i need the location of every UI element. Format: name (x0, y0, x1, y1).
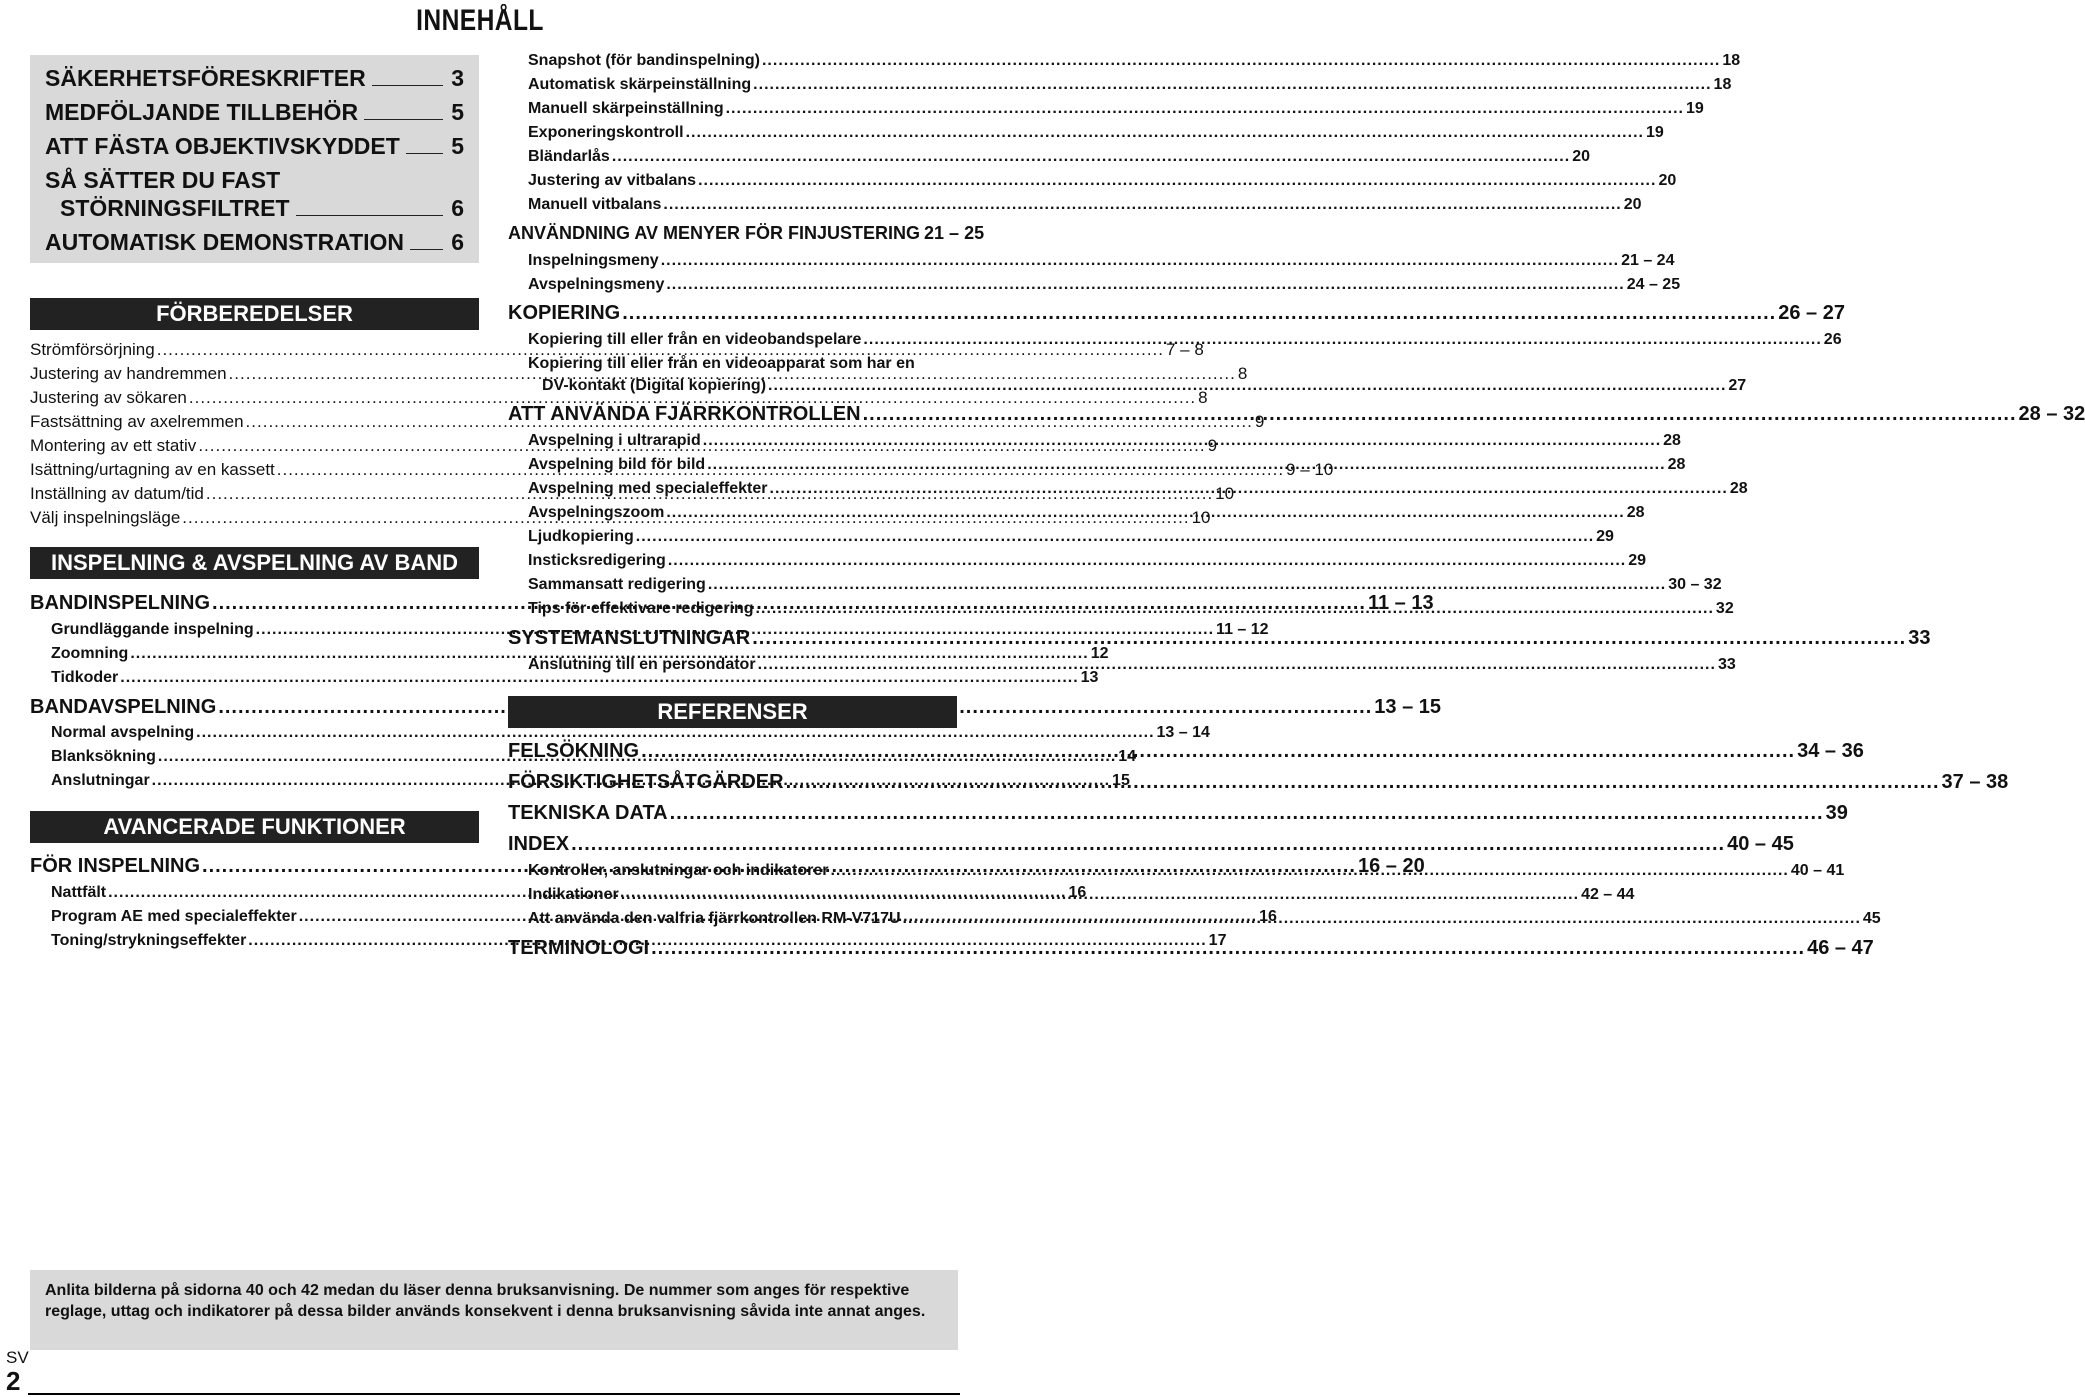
toc-entry[interactable]: Manuell vitbalans ..... 20 (528, 196, 957, 220)
toc-entry[interactable]: Sammansatt redigering ..... 30 – 32 (528, 576, 957, 600)
toc-entry[interactable]: Tidkoder ..... 13 (51, 669, 479, 693)
toc-heading-terminologi[interactable]: TERMINOLOGI ..... 46 – 47 (508, 937, 957, 965)
toc-entry[interactable]: Justering av sökaren ..... 8 (30, 388, 479, 412)
toc-entry[interactable]: Grundläggande inspelning ..... 11 – 12 (51, 621, 479, 645)
toc-entry[interactable]: Avspelning i ultrarapid ..... 28 (528, 432, 957, 456)
leader-dots (863, 331, 1821, 349)
leader-dots (621, 886, 1579, 904)
leader-line (372, 85, 443, 86)
toc-heading-fjarrkontroll[interactable]: ATT ANVÄNDA FJÄRRKONTROLLEN ..... 28 – 32 (508, 403, 957, 431)
leader-line (296, 215, 444, 216)
toc-entry[interactable]: Avspelningsmeny ..... 24 – 25 (528, 276, 957, 300)
leader-dots (753, 76, 1711, 94)
toc-entry-label: SÄKERHETSFÖRESKRIFTER (45, 65, 366, 91)
toc-heading-kopiering[interactable]: KOPIERING ..... 26 – 27 (508, 302, 957, 330)
toc-heading-bandavspelning[interactable]: BANDAVSPELNING ..... 13 – 15 (30, 696, 479, 724)
toc-heading-tekniska-data[interactable]: TEKNISKA DATA ..... 39 (508, 802, 957, 830)
footer-rule (28, 1393, 960, 1395)
toc-entry-tillbehor[interactable] (45, 96, 464, 126)
toc-heading-felsokning[interactable]: FELSÖKNING ..... 34 – 36 (508, 740, 957, 768)
leader-dots (786, 771, 1940, 794)
toc-entry[interactable]: Anslutning till en persondator ..... 33 (528, 656, 957, 680)
toc-entry-page: 6 (451, 229, 464, 255)
section-header-avancerade: AVANCERADE FUNKTIONER (30, 811, 479, 843)
leader-dots (666, 276, 1624, 294)
leader-dots (703, 432, 1661, 450)
safety-box (30, 55, 479, 263)
leader-dots (612, 148, 1570, 166)
leader-dots (903, 910, 1861, 928)
leader-dots (770, 480, 1728, 498)
leader-dots (661, 252, 1619, 270)
toc-entry[interactable]: Toning/strykningseffekter ..... 17 (51, 932, 479, 956)
toc-entry[interactable]: Nattfält ..... 16 (51, 884, 479, 908)
leader-dots (622, 302, 1776, 325)
toc-entry[interactable]: Blanksökning ..... 14 (51, 748, 479, 772)
leader-dots (686, 124, 1644, 142)
section-header-inspelning: INSPELNING & AVSPELNING AV BAND (30, 547, 479, 579)
toc-heading-index[interactable]: INDEX ..... 40 – 45 (508, 833, 957, 861)
toc-entry[interactable]: Avspelning bild för bild ..... 28 (528, 456, 957, 480)
toc-heading-bandinspelning[interactable]: BANDINSPELNING ..... 11 – 13 (30, 592, 479, 620)
toc-entry-label: STÖRNINGSFILTRET (60, 195, 290, 221)
leader-dots (762, 52, 1720, 70)
toc-entry[interactable]: Att använda den valfria fjärrkontrollen RM-V717U ..... 45 (528, 910, 957, 934)
toc-entry[interactable]: Kontroller, anslutningar och indikatorer ..... 40 – 41 (528, 862, 957, 886)
leader-line (406, 153, 443, 154)
toc-entry[interactable]: Manuell skärpeinställning ..... 19 (528, 100, 957, 124)
toc-entry[interactable]: Inspelningsmeny ..... 21 – 24 (528, 252, 957, 276)
toc-entry-demonstration[interactable] (45, 226, 464, 256)
toc-entry[interactable]: Exponeringskontroll ..... 19 (528, 124, 957, 148)
toc-entry[interactable]: Program AE med specialeffekter ..... 16 (51, 908, 479, 932)
toc-entry[interactable]: Montering av ett stativ ..... 9 (30, 436, 479, 460)
leader-dots (698, 172, 1656, 190)
toc-entry-sakerhet[interactable] (45, 62, 464, 92)
leader-line (364, 119, 443, 120)
leader-dots (830, 862, 1788, 880)
toc-entry-page: 6 (451, 195, 464, 221)
toc-entry[interactable]: Justering av handremmen ..... 8 (30, 364, 479, 388)
toc-entry[interactable]: Normal avspelning ..... 13 – 14 (51, 724, 479, 748)
section-header-referenser: REFERENSER (508, 696, 957, 728)
toc-heading-for-inspelning[interactable]: FÖR INSPELNING ..... 16 – 20 (30, 855, 479, 883)
toc-entry-page: 5 (451, 99, 464, 125)
toc-entry[interactable]: Snapshot (för bandinspelning) ..... 18 (528, 52, 957, 76)
toc-entry[interactable]: Kopiering till eller från en videoapparat som har en (528, 355, 915, 372)
toc-heading-forsiktighet[interactable]: FÖRSIKTIGHETSÅTGÄRDER ..... 37 – 38 (508, 771, 957, 799)
section-header-forberedelser: FÖRBEREDELSER (30, 298, 479, 330)
toc-entry-label: AUTOMATISK DEMONSTRATION (45, 229, 405, 255)
toc-entry-label: ATT FÄSTA OBJEKTIVSKYDDET (45, 133, 400, 159)
toc-entry[interactable]: Anslutningar ..... 15 (51, 772, 479, 796)
toc-entry[interactable]: Ljudkopiering ..... 29 (528, 528, 957, 552)
toc-entry[interactable]: Kopiering till eller från en videobandspelare ..... 26 (528, 331, 957, 355)
toc-entry[interactable]: Justering av vitbalans ..... 20 (528, 172, 957, 196)
toc-entry[interactable]: Zoomning ..... 12 (51, 645, 479, 669)
leader-dots (641, 740, 1795, 763)
language-code: SV (6, 1348, 29, 1367)
toc-entry[interactable]: Indikationer ..... 42 – 44 (528, 886, 957, 910)
toc-entry[interactable]: Strömförsörjning ..... 7 – 8 (30, 340, 479, 364)
toc-entry-label: MEDFÖLJANDE TILLBEHÖR (45, 99, 359, 125)
toc-entry[interactable]: Insticksredigering ..... 29 (528, 552, 957, 576)
toc-entry[interactable]: Bländarlås ..... 20 (528, 148, 957, 172)
toc-entry-fast[interactable] (45, 164, 464, 194)
leader-dots (726, 100, 1684, 118)
leader-dots (636, 528, 1594, 546)
leader-dots (752, 627, 1906, 650)
leader-dots (708, 576, 1666, 594)
toc-entry[interactable]: Automatisk skärpeinställning ..... 18 (528, 76, 957, 100)
toc-entry[interactable]: DV-kontakt (Digital kopiering) ..... 27 (542, 377, 957, 401)
leader-dots (651, 937, 1805, 960)
leader-line (410, 249, 443, 250)
leader-dots (768, 377, 1726, 395)
note-box (30, 1270, 958, 1350)
toc-entry[interactable]: Fastsättning av axelremmen ..... 9 (30, 412, 479, 436)
leader-dots (758, 656, 1716, 674)
toc-entry[interactable]: Avspelningszoom ..... 28 (528, 504, 957, 528)
toc-heading-system[interactable]: SYSTEMANSLUTNINGAR ..... 33 (508, 627, 957, 655)
toc-entry-label: SÅ SÄTTER DU FAST (45, 167, 281, 193)
leader-dots (663, 196, 1621, 214)
toc-entry[interactable]: Tips för effektivare redigering ..... 32 (528, 600, 957, 624)
toc-entry[interactable]: Välj inspelningsläge ..... 10 (30, 508, 479, 532)
leader-dots (670, 802, 1824, 825)
leader-dots (666, 504, 1624, 522)
toc-entry[interactable]: Avspelning med specialeffekter ..... 28 (528, 480, 957, 504)
leader-dots (863, 403, 2017, 426)
toc-entry[interactable]: Inställning av datum/tid ..... 10 (30, 484, 479, 508)
toc-heading-menyer[interactable]: ANVÄNDNING AV MENYER FÖR FINJUSTERING 21 – 25 (508, 223, 985, 243)
toc-entry[interactable]: Isättning/urtagning av en kassett ..... 9 – 10 (30, 460, 479, 484)
leader-dots (707, 456, 1665, 474)
leader-dots (571, 833, 1725, 856)
leader-dots (756, 600, 1714, 618)
page-title: INNEHÅLL (416, 4, 544, 37)
page-number: 2 (6, 1366, 21, 1396)
leader-dots (668, 552, 1626, 570)
toc-entry-objektivskydd[interactable] (45, 130, 464, 160)
toc-entry-storningsfilter[interactable] (60, 192, 464, 222)
toc-entry-page: 5 (451, 133, 464, 159)
note-text: Anlita bilderna på sidorna 40 och 42 medan du läser denna bruksanvisning. De nummer som anges för respektive reglage, uttag och indikatorer på dessa bilder används konsekvent i denna bruksanvisning såvida inte annat anges. (45, 1282, 926, 1320)
toc-entry-page: 3 (451, 65, 464, 91)
